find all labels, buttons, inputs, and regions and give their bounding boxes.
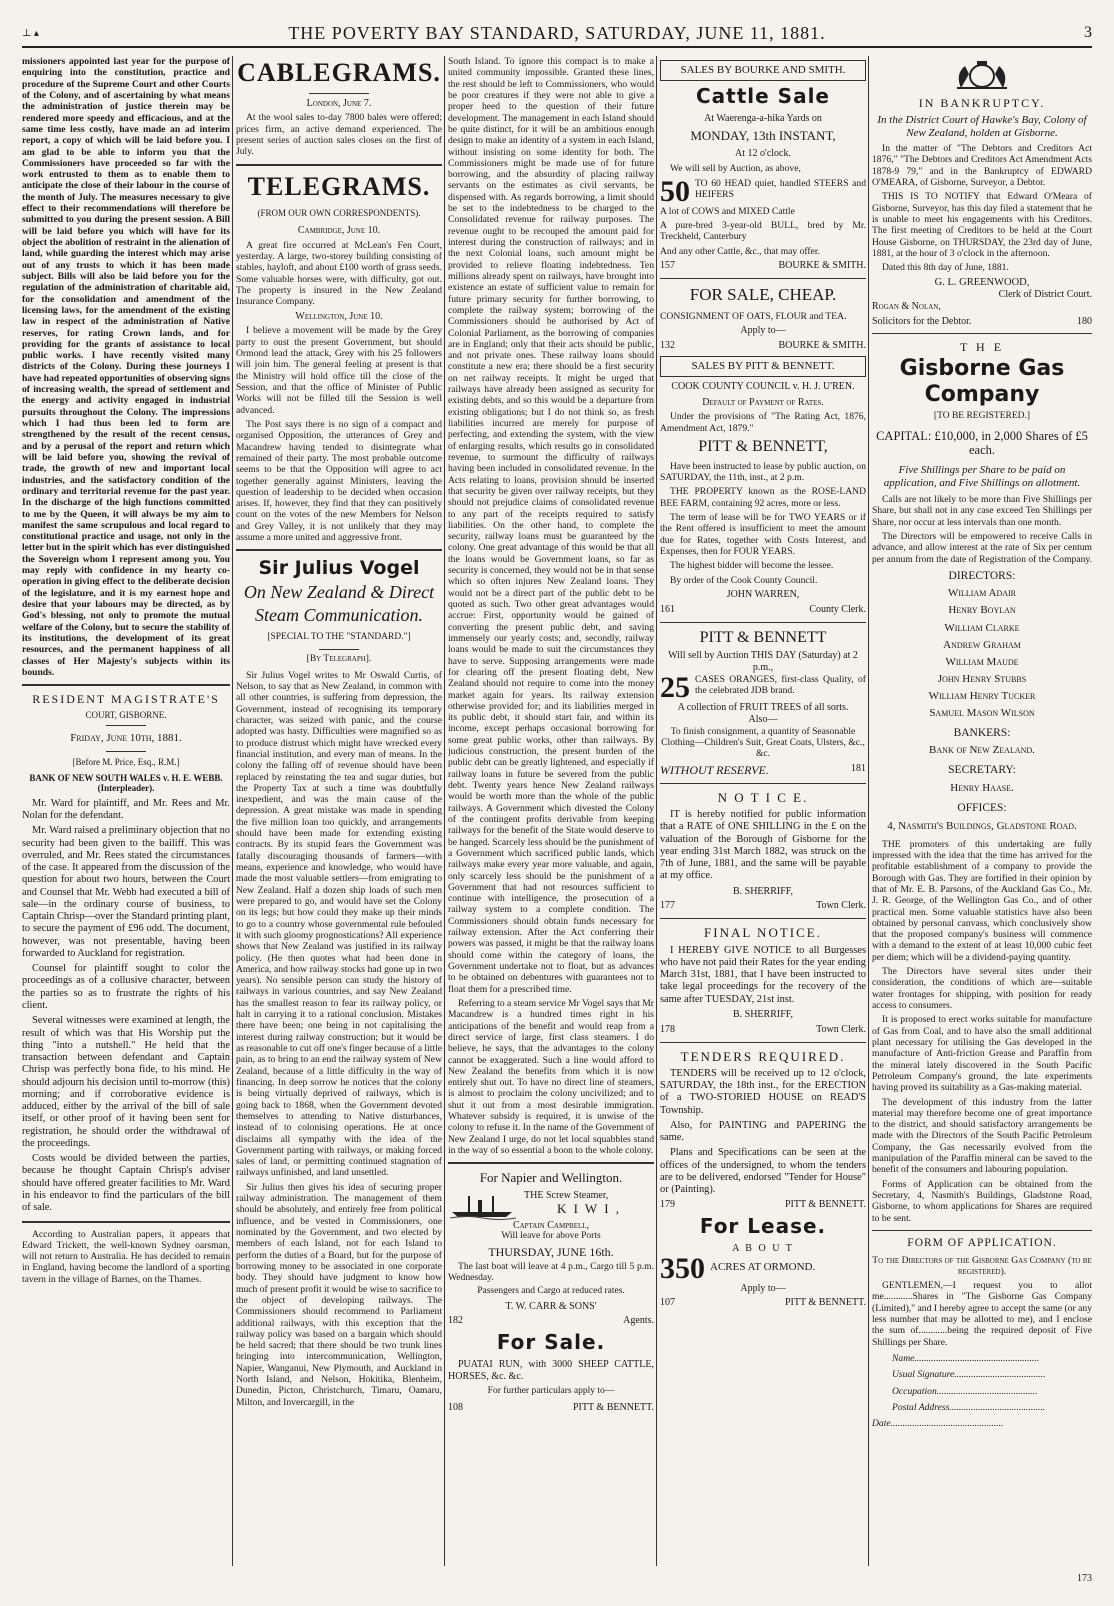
for-sale-cheap-heading: FOR SALE, CHEAP. [689, 284, 837, 304]
oranges-text: CASES ORANGES, first-class Quality, of the celebrated JDB brand. [695, 674, 866, 697]
divider [660, 1042, 866, 1043]
pb-text: Have been instructed to lease by public auction, on SATURDAY, the 11th, inst., at 2 p.m. [660, 460, 866, 484]
lease-footer [660, 1297, 866, 1309]
form-address-field: Postal Address........................................ [892, 1401, 1046, 1413]
cattle-lot: A pure-bred 3-year-old BULL, bred by Mr. Treckheld, Canterbury [660, 220, 866, 243]
gas-directors-empowered: The Directors will be empowered to receive Calls in advance, and allow interest at the rate of Six per centum per annum from the date of Registration of the Company. [872, 530, 1092, 565]
cattle-sale-time: At 12 o'clock. [735, 147, 791, 159]
divider [660, 278, 866, 279]
divider [236, 164, 442, 166]
by-telegraph: [By Telegraph]. [306, 654, 372, 665]
divider [872, 1230, 1092, 1231]
column-3 [448, 56, 654, 1566]
gas-paragraph: The Directors have several sites under their consideration, the conditions of which are—suitable water frontages for shipping, with position for ready access to consumers. [872, 966, 1092, 1012]
bankruptcy-footer [872, 316, 1092, 328]
tenders-footer [660, 1199, 866, 1211]
pb-name: PITT & BENNETT [699, 628, 827, 646]
napier-last: The last boat will leave at 4 p.m., Cargo till 5 p.m. Wednesday. [448, 1260, 654, 1284]
director-name: Andrew Graham [943, 638, 1021, 651]
vogel-subheading: On New Zealand & Direct [243, 581, 435, 602]
steamer-icon [448, 1190, 518, 1220]
oranges-number: 25 [660, 671, 690, 705]
without-reserve: WITHOUT RESERVE. [660, 762, 769, 777]
ref-number: 178 [660, 1023, 675, 1035]
firm-name: PITT & BENNETT. [572, 1401, 654, 1413]
ref-number: 107 [660, 1297, 675, 1309]
rm-date: Friday, June 10th, 1881. [70, 731, 182, 744]
gas-five-shillings: Five Shillings per Share to be paid on application, and Five Shillings on allotment. [883, 464, 1081, 490]
lease-apply: Apply to— [740, 1282, 786, 1294]
lease-text: ACRES AT ORMOND. [710, 1260, 816, 1273]
for-sale-cheap-text: CONSIGNMENT OF OATS, FLOUR and TEA. [660, 310, 847, 322]
ref-number: 177 [660, 900, 675, 912]
bankruptcy-solicitors: Rogan & Nolan, [872, 300, 941, 312]
tenders-heading: TENDERS REQUIRED. [680, 1048, 846, 1064]
clerk-label: Town Clerk. [816, 1023, 866, 1035]
rm-title: RESIDENT MAGISTRATE'S [32, 692, 220, 707]
divider [660, 622, 866, 623]
pb-property: THE PROPERTY known as the ROSE-LAND BEE FARM, containing 92 acres, more or less. [660, 486, 866, 509]
rm-before: [Before M. Price, Esq., R.M.] [72, 756, 180, 767]
notice-text: IT is hereby notified for public information that a RATE of ONE SHILLING in the £ on the valuation of the Borough of Gisborne for the year ending 31st March 1882, was struck on the 7th of June, 1881, and the same will be payable at my office. [660, 809, 866, 882]
directors-heading: DIRECTORS: [948, 569, 1016, 582]
gas-paragraph: It is proposed to erect works suitable for manufacture of Gas from Coal, and to have also the small additional plant necessary for utilising the Gas developed in the manufacture of Anti-friction Grease and Paraffin from the mineral lately discovered in the South Pacific Petroleum Company's ground, the late experiments having proved its suitability as a Gas-making material. [872, 1014, 1092, 1094]
gas-registered: [TO BE REGISTERED.] [933, 411, 1031, 422]
also-label: Also— [748, 713, 778, 725]
ref-number: 132 [660, 340, 675, 351]
bankruptcy-heading: IN BANKRUPTCY. [918, 96, 1046, 110]
director-name: William Adair [947, 587, 1017, 600]
cattle-lot: And any other Cattle, &c., that may offer. [660, 245, 820, 257]
notice-signature: B. SHERRIFF, [732, 885, 794, 897]
vogel-text: Sir Julius Vogel writes to Mr Oswald Curtis, of Nelson, to say that as New Zealand, in common with all other countries, is suffering from depression, the Government, instead of recognising its temporary character, was seized with panic, and the course adopted was hasty. Difficulties were magnified so as to produce distrust which might have wrecked every financial institution, and every man of means. In the colony the falling off of revenue should have been replaced by reinstating the tea and sugar duties, but the Property Tax at such a time was doubtfully inexpedient, and was the main cause of the depression. A great mistake was made in spending the five million loan too quickly, and arrangements should have been made for extending existing contracts. By its stupid fears the Government was fatally discouraging thousands of farmers—with means, experience and knowledge, who would have made the most valuable settlers—from emigrating to New Zealand. Half a dozen ship loads of such men were prepared to go, and would have set the Colony on its legs; but how could they make up their minds to go to a country whose governmental rule befouled it with such gloomy prognostications? All experience shows that New Zealand was justified in its railway policy. (He then quotes what had been done in America, and how railway stocks had gone up in two years). No sensible person can study the history of railways in various countries, and say New Zealand has the smallest reason to fear its railway policy, or halt in carrying it to a rational conclusion. Mistakes there have been; one being in not capitalising the interest during railway construction; but it would be as reasonable to cut off one's finger because of a little pain, as to bring to an end the railway system of New Zealand, because of a little difficulty in the way of financing. In deep sorrow he notices that the colony is being virtually deprived of railways, which is going back to 1868, when the Government devoted themselves to attending to Native disturbances, instead of to colonising operations. He at once disclaims all sympathy with the idea of the Government parting with railways, or making forced sales of land, or permitting continued stagnation of railways unfinished, and land unsettled. [236, 669, 442, 1179]
rm-paragraph: Mr. Ward for plaintiff, and Mr. Rees and Mr. Nolan for the defendant. [22, 797, 230, 822]
gas-the: T H E [959, 340, 1005, 355]
royal-crest-icon [947, 60, 1017, 90]
clerk-label: Town Clerk. [816, 900, 866, 912]
napier-the: THE Screw Steamer, [524, 1189, 609, 1201]
column-1 [22, 56, 230, 1566]
divider [319, 649, 359, 650]
offices-value: 4, Nasmith's Buildings, Gladstone Road. [887, 819, 1077, 832]
lease-about: A B O U T [732, 1242, 794, 1254]
ref-number: 181 [851, 762, 866, 774]
cablegrams-heading: CABLEGRAMS. [237, 58, 441, 87]
secretary-value: Henry Haase. [950, 781, 1014, 794]
solicitors-label: Solicitors for the Debtor. [872, 315, 972, 327]
rm-paragraph: Counsel for plaintiff sought to color the proceedings as of a collusive character, between the parties so as to frustrate the rights of his client. [22, 963, 230, 1011]
divider [660, 783, 866, 784]
napier-passengers: Passengers and Cargo at reduced rates. [477, 1286, 625, 1297]
bankruptcy-court: In the District Court of Hawke's Bay, Colony of New Zealand, holden at Gisborne. [877, 114, 1087, 140]
rm-paragraph: Mr. Ward raised a preliminary objection that no security had been given to the bailiff. This was overruled, and Mr. Rees stated the circumstances of the case. It appeared from the discussion of the question for about two hours, between the Court and Counsel that Mr. Webb had executed a bill of sale—in the ordinary course of business, to Captain Chrisp—over the Standard printing plant, to secure the payment of £96 odd. The document, however, was not presentable, having been forwarded to Auckland for registration. [22, 825, 230, 959]
form-name-field: Name.................................................... [892, 1353, 1040, 1365]
fruit-trees: A collection of FRUIT TREES of all sorts. [677, 702, 849, 714]
ccc-default: Default of Payment of Rates. [702, 396, 824, 408]
cattle-lot: A lot of COWS and MIXED Cattle [660, 205, 795, 217]
bankruptcy-matter: In the matter of "The Debtors and Creditors Act 1876," "The Debtors and Creditors Act Amendment Acts 1878-9 79," and in the Bankruptcy of EDWARD O'MEARA, of Gisborne, Surveyor, a Debtor. [872, 143, 1092, 189]
directors-list [872, 585, 1092, 721]
vogel-continuation: Referring to a steam service Mr Vogel says that Mr Macandrew is a hundred times right in his anticipations of the benefit and would reap from a direct service of large, first class steamers. I do believe, he says, that the advantages to the colony cannot be exaggerated. Such a line would afford to New Zealand the benefits from which it is now entirely shut out. To have no direct line of steamers, is almost to proclaim the colony uncivilized; and to shut it out from a most desirable immigration. Whatever subsidy is required, it is unwise of the colony to refuse it. In the name of the Government of New Zealand I urge, do not let local squabbles stand in the way of so essential a boon to the whole colony. [448, 997, 654, 1156]
pb-signature: JOHN WARREN, [726, 588, 800, 600]
divider [22, 1221, 230, 1223]
for-lease-heading: For Lease. [699, 1214, 827, 1239]
column-4 [660, 56, 866, 1566]
gas-paragraph: THE promoters of this undertaking are fully impressed with the idea that the time has arrived for the profitable establishment of a company to provide the Borough with Gas. They are fortified in their opinion by that of Mr. E. B. Parsons, of the Auckland Gas Co., Mr. J. R. George, of the Wellington Gas Co., and of other practical men. Some valuable statistics have also been obtained by personal canvass, which conclusively show that the proposed company's business will commence with a demand to the extent of at least 10,000 cubic feet per diem; which will be a dividend-paying quantity. [872, 838, 1092, 963]
rm-paragraph: Costs would be divided between the parties, because he thought Captain Chrisp's adviser should have offered greater facilities to Mr. Ward in his endeavor to find the particulars of the bill of sale. [22, 1153, 230, 1214]
page-number: 3 [1084, 24, 1092, 41]
notice-heading: N O T I C E. [717, 789, 809, 805]
telegrams-heading: TELEGRAMS. [247, 171, 431, 201]
special-note: [SPECIAL TO THE "STANDARD."] [267, 632, 411, 643]
napier-date: THURSDAY, JUNE 16th. [488, 1244, 614, 1259]
divider [22, 684, 230, 686]
cattle-lot: TO 60 HEAD quiet, handled STEERS and HEIFERS [695, 177, 866, 201]
bankruptcy-signature: G. L. GREENWOOD, [934, 276, 1030, 288]
cattle-sale-heading: Cattle Sale [696, 83, 830, 108]
cambridge-dateline: Cambridge, June 10. [297, 225, 381, 236]
napier-captain: Captain Campbell, [512, 1219, 590, 1231]
wellington-dateline: Wellington, June 10. [295, 310, 383, 322]
form-heading: FORM OF APPLICATION. [907, 1236, 1057, 1249]
masthead [22, 20, 1092, 48]
divider [106, 751, 146, 752]
cambridge-text: A great fire occurred at McLean's Fen Court, yesterday. A large, two-storey building consisting of stables, hayloft, and about £100 worth of grass seeds. Some valuable horses were, with difficulty, got out. The property is insured in the New Zealand Insurance Company. [236, 239, 442, 308]
ref-number: 179 [660, 1199, 675, 1211]
for-sale-text: PUATAI RUN, with 3000 SHEEP CATTLE, HORSES, &c. &c. [448, 1358, 654, 1382]
rm-subtitle: COURT, GISBORNE. [85, 710, 167, 721]
divider [872, 333, 1092, 334]
rm-paragraph: Several witnesses were examined at length, the result of which was that His Worship put the thing "into a nutshell." He held that the transaction between defendant and Captain Chrisp was perfectly bona fide, to his mind. He should adjourn his decision until to-morrow (this) morning; and if corroborative evidence is adduced, either by the arrival of the bill of sale itself, or other proof of it having been sent for registration, he should order the withdrawal of the proceedings. [22, 1015, 230, 1149]
column-rule [232, 56, 233, 1566]
vogel-text: Sir Julius then gives his idea of securing proper railway administration. The management of them should be absolutely, and entirely free from political influence, and be vested in Commissioners, one nominated by the Government, and two elected by members of each Island, not for each Island to perform the duties of a Board, but for the purpose of borrowing money to be associated in one corporate body. They should have judgment to know how much of present profit it would be wise to sacrifice to the object of developing railways. The Commissioners should recommend to Parliament additional railways, with this exception that the railway policy was based on a bargain which should be held sacred; that there should be two trunk lines bringing into intercommunication, Wellington, Napier, Wanganui, New Plymouth, and Auckland in North Island, and Nelson, Hokitika, Blenheim, Dunedin, Picton, Christchurch, Timaru, Oamaru, Milton, and Invercargill, in the [236, 1181, 442, 1408]
speech-continuation: missioners appointed last year for the purpose of enquiring into the constitution, practice and procedure of the Supreme Court and other Courts of the Colony, and of ascertaining by what means the administration of justice therein may be rendered more speedy and efficacious, and at the same time less costly, have made an ad interim report, a copy of which will be laid before you. I am glad to be able to inform you that the Commissioners have proceeded so far with the work entrusted to them as to enable them to anticipate the close of their labour in the course of the month of July. The measures necessary to give effect to their recommendations will therefore be submitted to you during the present session. A Bill will be laid before you which will have for its object the abolition of restraint in the alienation of land, while guarding the interest which may arise out of any trusts to which it has been made subject. Bills will also be laid before you for the regulation of the administration of charitable aid, for the consolidation and amendment of the licensing laws, for the amendment of the existing law in respect of the administration of Native reserves, for rating Crown lands, and for providing for the grants of assistance to local public works. I have recently visited many districts of the Colony. During these journeys I have had repeated opportunities of observing signs of increasing wealth, the spread of settlement and the energy and activity engaged in industrial pursuits throughout the Colony. The impressions which I had thus been led to form are strengthened by the result of the recent census, and by a perusal of the report and return which will be laid before you, showing the revival of trade, the growth of new and important local industries, and the satisfactory condition of the ordinary and territorial revenue for the past year. In the discharge of the high functions committed to me by the Queen, it will always be my aim to manifest the same scrupulous and local regard to constitutional practice and usage, not only in the letter but in the spirit which has ever distinguished the Sovereign whom I represent among you. You may reply with confidence in my hearty co-operation in giving effect to the deliberate decision of the legislature, and it is my earnest hope and desire that your labours may be directed, as by God's blessing, not only to promote the mutual welfare of the Colony, but to secure the stability of its institutions, the development of its great resources, and the permanent happiness of all classes of Her Majesty's subjects within its bounds. [22, 56, 230, 678]
pb-name: PITT & BENNETT, [698, 437, 828, 455]
form-text: GENTLEMEN,—I request you to allot me............Shares in "The Gisborne Gas Company (Limited)," and I hereby agree to accept the same (or any less number that may be allotted to me), and I enclose the sum of............being the required deposit of Five Shillings per Share. [872, 1280, 1092, 1348]
without-reserve-line [660, 763, 866, 777]
wellington-text: The Post says there is no sign of a compact and organised Opposition, the utterances of Grey and Macandrew having tended to disintegrate what remained of their party. The most probable outcome seems to be that the Opposition will agree to act together generally against Ministers, leaving the question of leadership to be decided when occasion arises. If, however, they find that they can positively count on the votes of the new Members for Nelson and Grey Valley, it is not unlikely that they may assume a more united and aggressive front. [236, 418, 442, 544]
cattle-sale-will: We will sell by Auction, as above, [670, 163, 801, 175]
director-name: William Henry Tucker [928, 689, 1036, 702]
bourke-smith-heading: SALES BY BOURKE AND SMITH. [660, 60, 866, 81]
clothing-text: To finish consignment, a quantity of Seasonable Clothing—Children's Suit, Great Coats, Ulsters, &c., &c. [661, 725, 865, 760]
agents-label: Agents. [623, 1315, 654, 1327]
vogel-subheading: Steam Communication. [255, 605, 423, 626]
ccc-under: Under the provisions of "The Rating Act, 1876, Amendment Act, 1879." [660, 411, 866, 434]
tenders-text: TENDERS will be received up to 12 o'clock, SATURDAY, the 18th inst., for the ERECTION of a TWO-STORIED HOUSE on READ'S Township. [660, 1067, 866, 1116]
firm-name: BOURKE & SMITH. [778, 340, 866, 351]
column-5 [872, 56, 1092, 1566]
for-sale-footer [448, 1402, 654, 1414]
vogel-heading: Sir Julius Vogel [258, 557, 420, 580]
firm-name: PITT & BENNETT. [784, 1297, 866, 1309]
gas-company-heading: Gisborne Gas Company [899, 356, 1065, 408]
vogel-continuation: South Island. To ignore this compact is to make a united community impossible. Granted these lines, the rest should be left to Commissioners, who would be poor creatures if they were not able to give a proper heed to the question of their future development. The management in each Island should be quite distinct, for it will be an ambitious enough design to make an identity of a system in each Island, without insisting on some identity for both. The Commissioners might be made use of for future borrowing, and the absurdity of placing railway servants on the estimates as civil servants, be dispensed with. As regards borrowing, a limit should be set to the indebtedness to be charged to the Consolidated revenue for railway purposes. The revenue ought to be recouped the amount paid for interest during the construction of railways; and in the next Colonial loans, such amount might be provided to relieve floating indebtedness. Ten millions already spent on railways, have brought into existence an estate of sufficient value to remain for future primary security for further borrowing, to complete the railway system; borrowing of the Commissioners should be authorised by Act of Colonial Parliament, as the borrowing of companies are in England; only that their acts should be public, and not private ones. These railway loans should constitute a new era; there should be a first security on net railway receipts. It might be urged that railways have already been assigned as security for existing debts, and so this would be a departure from existing obligations; but I do not think so, as fresh liabilities incurred are merely for purpose of perfecting, and extending the system, with the view of enlarging results, which results go in consolidated revenue, to surmount the difficulty of railways having been included in consolidated revenue. In the Acts relating to loans, provision should be inserted that security be given over railway receipts, but they should not prejudice claims of consolidated revenue to any part of the receipts required to satisfy liabilities. On the other hand, to complete the security, railway loans must be guaranteed by the colony. One great advantage of this would be that all the loans would be Government loans, so far as security is concerned, they would not be in that sense which so often injures New Zealand loans. They would not be a direct part of the public debt to be quoted as such. Two other great advantages would accrue: First, opportunity would be gained of converting the present public debt, and saving immensely our yearly costs; and, secondly, railway loans would be made to suit the circumstances they have to serve. Supposing arrangements were made for clearing off the present floating debt, New Zealand should not require to come into the money market again for years. Its railway extension otherwise provided for; and its liabilities merged in its public debt, it should start fair, and within its income, except perhaps occasional borrowing for some great public works, other than railways. By judicious construction, the present burden of the public debt can be greatly lightened, and especially if railway loans in future be severed from the public debt. Twenty years hence New Zealand railways would be worth more than the whole of the public railways. A Government which divested the Colony of the contingent profits derivable from keeping railways for the benefit of the State would deserve to be hanged. Scarcely less should be the punishment of a Government which sacrificed public lands, which railways make every year more valuable, and again, only scarcely less should be the punishment of a Government that had not resources sufficient to continue with intelligence, the prosecution of a railway system to a complete condition. The Commissioners should obtain funds necessary for railway extension. After the Act conferring their powers was passed, it might be that the railway loans should come within the category of loans, the Government undertake not to float, but as advances to be obtained on debentures with guarantees not to float them for a prescribed time. [448, 56, 654, 995]
footer-page-number: 173 [1077, 1573, 1092, 1584]
final-signature: B. SHERRIFF, [732, 1008, 794, 1020]
director-name: Henry Boylan [948, 604, 1016, 617]
pb-order: By order of the Cook County Council. [670, 574, 818, 586]
for-sale-heading: For Sale. [496, 1330, 606, 1355]
lease-number: 350 [660, 1251, 705, 1285]
pb-term: The term of lease will be for TWO YEARS or if the Rent offered is insufficient to meet the amount due for Rates, together with Costs Interest, and Expenses, then for FOUR YEARS. [660, 512, 866, 558]
divider [448, 1162, 654, 1164]
wellington-text: I believe a movement will be made by the Grey party to oust the present Government, but should Ormond lead the attack, Grey with his 25 followers will join him. The general feeling at present is that the Ministry will hold office till the close of the Session, and that the office of Minister of Public Works will not be filled till the Session is well advanced. [236, 325, 442, 416]
director-name: John Henry Stubbs [937, 672, 1027, 685]
divider [106, 725, 146, 726]
for-sale-cheap-apply: Apply to— [740, 325, 786, 337]
rm-case: BANK OF NEW SOUTH WALES v. H. E. WEBB. (Interpleader). [29, 772, 223, 794]
napier-agent: T. W. CARR & SONS' [505, 1300, 597, 1312]
bankruptcy-dated: Dated this 8th day of June, 1881. [882, 262, 1009, 274]
bankruptcy-notice: THIS IS TO NOTIFY that Edward O'Meara of Gisborne, Surveyor, has this day filed a statement that he is unable to meet his engagements with his Creditors. The first meeting of Creditors to be held at the Court House Gisborne, on THURSDAY, the 23rd day of June, 1881, at the hour of 3 o'clock in the afternoon. [872, 191, 1092, 259]
cattle-sale-date: MONDAY, 13th INSTANT, [690, 128, 836, 144]
cable-dateline: London, June 7. [306, 97, 372, 109]
pitt-bennett-heading: SALES BY PITT & BENNETT. [660, 356, 866, 377]
tenders-also: Also, for PAINTING and PAPERING the same. [660, 1119, 866, 1144]
for-sale-cheap-footer [660, 340, 866, 352]
cattle-footer [660, 260, 866, 272]
napier-footer [448, 1315, 654, 1327]
divider [236, 549, 442, 551]
cable-text: At the wool sales to-day 7800 bales were offered; prices firm, an active demand experienced. The present series of auction sales closes on the first of July. [236, 112, 442, 158]
firm-name: PITT & BENNETT. [784, 1199, 866, 1211]
pb-high: The highest bidder will become the lessee. [670, 560, 834, 572]
napier-ship: K I W I , [556, 1201, 622, 1217]
final-notice-text: I HEREBY GIVE NOTICE to all Burgesses who have not paid their Rates for the year ending March 31st, 1881, that I have been instructed to take legal proceedings for the recovery of the same after TUESDAY, 21st inst. [660, 944, 866, 1005]
gas-paragraph: Forms of Application can be obtained from the Secretary, 4, Nasmith's Buildings, Gladstone Road, Gisborne, to whom applications for Shares are required to be sent. [872, 1178, 1092, 1224]
form-to: To the Directors of the Gisborne Gas Company (to be registered). [872, 1254, 1092, 1277]
ornament-icon: ⊥ ▴ [22, 27, 39, 39]
offices-heading: OFFICES: [957, 802, 1007, 815]
director-name: William Clarke [944, 621, 1020, 634]
column-2 [236, 56, 442, 1566]
ref-number: 108 [448, 1401, 463, 1413]
ref-number: 180 [1077, 315, 1092, 327]
napier-leave: Will leave for above Ports [501, 1231, 601, 1242]
gas-paragraph: The development of this industry from the latter material may therefore become one of great importance to the district, and should satisfactory arrangements be made with the Directors of the South Pacific Petroleum Company, the Gas necessarily evolved from the manipulation of the Paraffin mineral can be saved to the benefit of the consumers and labouring population. [872, 1096, 1092, 1176]
trickett-paragraph: According to Australian papers, it appears that Edward Trickett, the well-known Sydney oarsman, will not return to Australia. He has decided to remain in England, having become the landlord of a sporting tavern in the village of Barnes, on the Thames. [22, 1228, 230, 1285]
divider [660, 918, 866, 919]
clerk-label: County Clerk. [809, 603, 866, 615]
form-signature-field: Usual Signature...................................... [892, 1369, 1046, 1381]
final-footer [660, 1024, 866, 1036]
final-notice-heading: FINAL NOTICE. [704, 925, 822, 941]
notice-footer [660, 900, 866, 912]
director-name: Samuel Mason Wilson [929, 706, 1035, 719]
director-name: William Maude [945, 655, 1019, 668]
bankers-value: Bank of New Zealand. [929, 744, 1035, 757]
cattle-number: 50 [660, 174, 690, 208]
divider [309, 93, 369, 94]
napier-heading: For Napier and Wellington. [479, 1170, 623, 1186]
ref-number: 161 [660, 603, 675, 615]
column-rule [868, 56, 869, 1566]
pb-footer [660, 604, 866, 616]
bankruptcy-clerk: Clerk of District Court. [998, 288, 1092, 300]
gas-capital: CAPITAL: £10,000, in 2,000 Shares of £5 each. [876, 428, 1088, 458]
tenders-plans: Plans and Specifications can be seen at the offices of the undersigned, to whom the tenders are to be delivered, endorsed "Tender for House" or (Painting). [660, 1147, 866, 1196]
secretary-heading: SECRETARY: [948, 764, 1016, 777]
pb-auction: Will sell by Auction THIS DAY (Saturday) at 2 p.m., [668, 650, 858, 674]
telegrams-subtitle: (FROM OUR OWN CORRESPONDENTS). [257, 208, 421, 219]
ref-number: 157 [660, 260, 675, 272]
cattle-sale-at: At Waerenga-a-hika Yards on [704, 112, 822, 124]
for-sale-apply: For further particulars apply to— [487, 1386, 615, 1397]
form-date-field: Date............................................... [872, 1418, 1004, 1430]
column-rule [656, 56, 657, 1566]
ccc-case: COOK COUNTY COUNCIL v. H. J. U'REN. [671, 380, 855, 392]
form-occupation-field: Occupation.......................................... [892, 1385, 1038, 1397]
ref-number: 182 [448, 1315, 463, 1327]
gas-calls: Calls are not likely to be more than Five Shillings per Share, but shall not in any case exceed Ten Shillings per Share, nor occur at less intervals than one month. [872, 494, 1092, 528]
firm-name: BOURKE & SMITH. [778, 260, 866, 272]
bankers-heading: BANKERS: [953, 726, 1011, 739]
column-rule [444, 56, 445, 1566]
masthead-title: THE POVERTY BAY STANDARD, SATURDAY, JUNE 11, 1881. [288, 22, 826, 43]
